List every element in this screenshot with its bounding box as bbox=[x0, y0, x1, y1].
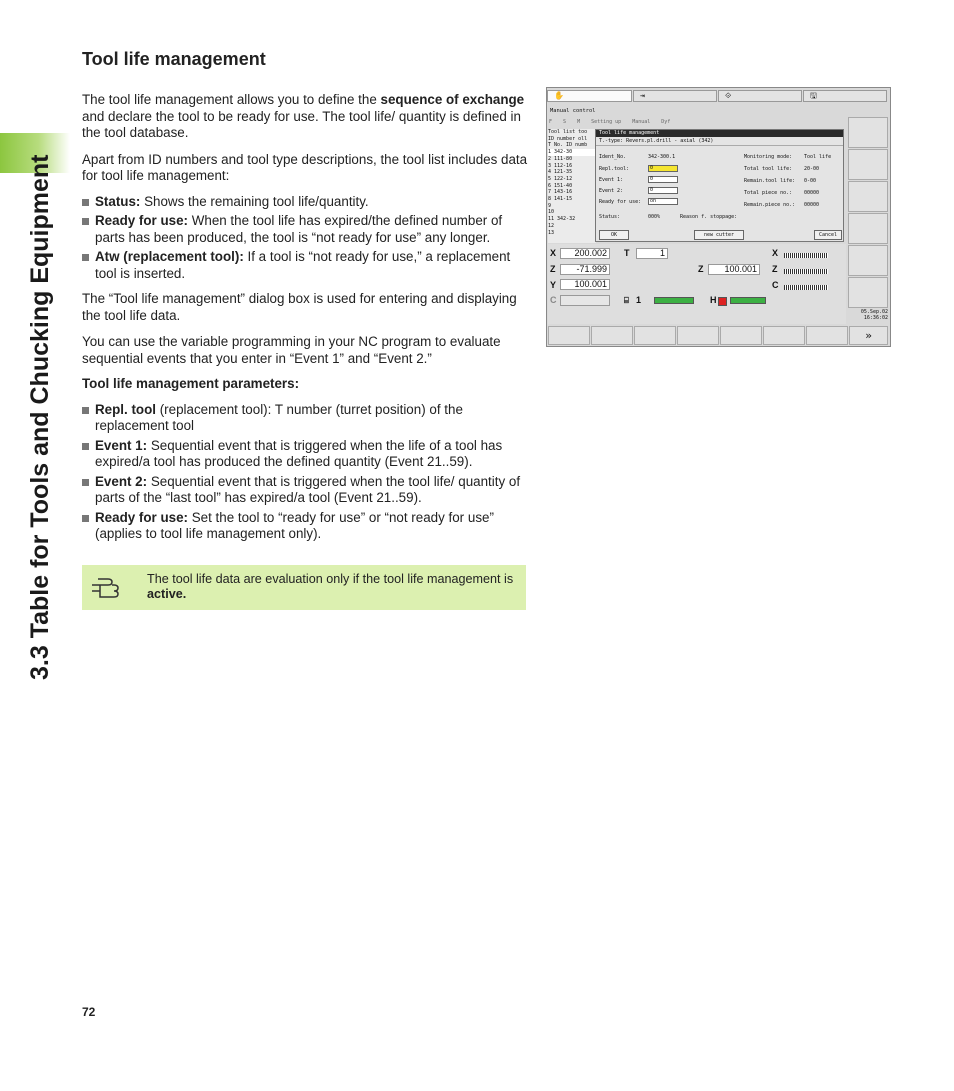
status-label: Status: bbox=[599, 214, 621, 220]
table-row[interactable]: 4 121-35 bbox=[548, 169, 573, 176]
softkey-bottom-5[interactable] bbox=[720, 326, 762, 345]
softkey-right-2[interactable] bbox=[848, 149, 888, 180]
note-box bbox=[82, 565, 526, 610]
table-row[interactable]: 7 143-16 bbox=[548, 189, 573, 196]
event1-label: Event 1: bbox=[599, 177, 624, 183]
softkey-bottom-7[interactable] bbox=[806, 326, 848, 345]
repl-tool-field[interactable]: 0 bbox=[648, 165, 678, 172]
disk-icon: 🖫 bbox=[810, 91, 817, 100]
remain-piece-label: Remain.piece no.: bbox=[744, 202, 796, 208]
list-item: Atw (replacement tool): If a tool is “not ready for use,” a replacement tool is inserted. bbox=[82, 249, 528, 282]
tool-life-data-list bbox=[82, 194, 528, 283]
hand-icon: ✋ bbox=[554, 91, 564, 100]
load-gauge-x bbox=[784, 253, 828, 258]
tool-list-paragraph: Apart from ID numbers and tool type descriptions, the tool list includes data for tool life management: bbox=[82, 151, 528, 183]
axis-x-value: 200.002 bbox=[560, 248, 610, 259]
list-item: Event 2: Sequential event that is triggered when the tool life/ quantity of parts of the “last tool” has expired/a tool (Event 21..59). bbox=[82, 474, 528, 507]
simulation-icon: ⟐ bbox=[725, 91, 732, 100]
tab-bar bbox=[547, 88, 890, 102]
next-softkeys-button[interactable] bbox=[849, 326, 888, 345]
table-row[interactable]: 5 122-12 bbox=[548, 175, 573, 182]
new-cutter-button[interactable]: new cutter bbox=[694, 230, 744, 240]
total-piece-label: Total piece no.: bbox=[744, 190, 793, 196]
parameters-subheading: Tool life management parameters: bbox=[82, 376, 300, 391]
chapter-side-title: 3.3 Table for Tools and Chucking Equipment bbox=[26, 154, 54, 680]
event2-label: Event 2: bbox=[599, 188, 624, 194]
table-row[interactable]: 2 111-80 bbox=[548, 155, 573, 162]
softkey-bottom-4[interactable] bbox=[677, 326, 719, 345]
intro-paragraph: The tool life management allows you to define the sequence of exchange and declare the tool to be ready for use. The tool life/ quantity is defined in the tool database. bbox=[82, 92, 525, 140]
main-content bbox=[82, 48, 528, 552]
monitor-label: Monitoring mode: bbox=[744, 154, 793, 160]
tool-life-dialog bbox=[595, 129, 844, 242]
page-number: 72 bbox=[82, 1005, 96, 1019]
list-item: Event 1: Sequential event that is triggered when the life of a tool has expired/a tool has produced the defined quantity (Event 21..59). bbox=[82, 438, 528, 471]
softkey-right-6[interactable] bbox=[848, 277, 888, 308]
axis-xn-label: X bbox=[772, 248, 779, 258]
total-life-value: 20-00 bbox=[804, 166, 820, 172]
mode-strip: F S M Setting up Manual Dyf bbox=[549, 119, 671, 125]
softkey-right-4[interactable] bbox=[848, 213, 888, 244]
tab-machine[interactable] bbox=[547, 90, 632, 102]
dialog-title: Tool life management bbox=[596, 130, 843, 137]
date-time-stamp: 05.Sep.02 16:36:02 bbox=[860, 309, 888, 321]
cancel-button[interactable]: Cancel bbox=[814, 230, 842, 240]
axis-z-value: -71.999 bbox=[560, 264, 610, 275]
note-text: The tool life data are evaluation only if the tool life management is active. bbox=[147, 572, 514, 601]
monitor-value: Tool life bbox=[804, 154, 832, 160]
table-row[interactable]: 10 bbox=[548, 209, 555, 216]
axis-z2-value: 100.001 bbox=[708, 264, 760, 275]
position-display bbox=[548, 244, 846, 324]
table-row[interactable]: 11 342-32 bbox=[548, 216, 576, 223]
softkey-bottom-2[interactable] bbox=[591, 326, 633, 345]
tab-simulation[interactable] bbox=[718, 90, 802, 102]
axis-z2-label: Z bbox=[698, 264, 704, 274]
table-row[interactable]: 13 bbox=[548, 229, 555, 236]
load-gauge-z bbox=[784, 269, 828, 274]
table-row[interactable]: 12 bbox=[548, 222, 555, 229]
tool-list-pane: Tool list too ID number oll T No. ID numb 1 342-30 2 111-80 3 112-16 4 121-35 5 122-12 6 151-40 7 143-16 8 141-15 9 10 11 342-32 12 13 bbox=[548, 129, 596, 243]
remain-life-value: 0-00 bbox=[804, 178, 817, 184]
tab-program-run[interactable] bbox=[633, 90, 717, 102]
section-heading: Tool life management bbox=[82, 49, 266, 69]
ident-label: Ident_No. bbox=[599, 154, 627, 160]
table-row[interactable]: 6 151-40 bbox=[548, 182, 573, 189]
dialog-paragraph: The “Tool life management” dialog box is used for entering and displaying the tool life data. bbox=[82, 291, 517, 323]
softkey-bottom-3[interactable] bbox=[634, 326, 676, 345]
axis-y-label: Y bbox=[550, 280, 557, 290]
axis-c-value bbox=[560, 295, 610, 306]
parameters-list bbox=[82, 402, 528, 543]
list-item: Repl. tool (replacement tool): T number (turret position) of the replacement tool bbox=[82, 402, 528, 435]
event2-field[interactable]: 0 bbox=[648, 187, 678, 194]
reason-label: Reason f. stoppage: bbox=[680, 214, 738, 220]
dialog-subtitle: T.-type: Revers.pl.drill - axial (342) bbox=[596, 137, 843, 146]
spindle-load-bar bbox=[654, 297, 694, 304]
turret-value: 1 bbox=[636, 295, 642, 305]
total-piece-value: 00000 bbox=[804, 190, 820, 196]
table-row[interactable]: 9 bbox=[548, 202, 552, 209]
remain-life-label: Remain.tool life: bbox=[744, 178, 796, 184]
control-screenshot bbox=[546, 87, 891, 347]
event1-field[interactable]: 0 bbox=[648, 176, 678, 183]
double-chevron-right-icon: » bbox=[865, 329, 872, 342]
axis-c-label: C bbox=[550, 295, 557, 305]
softkey-right-5[interactable] bbox=[848, 245, 888, 276]
list-item: Ready for use: When the tool life has expired/the defined number of parts has been produced, the tool is “not ready for use” any longer. bbox=[82, 213, 528, 246]
table-row[interactable]: 8 141-15 bbox=[548, 196, 573, 203]
softkey-bottom-1[interactable] bbox=[548, 326, 590, 345]
softkey-bottom-6[interactable] bbox=[763, 326, 805, 345]
total-life-label: Total tool life: bbox=[744, 166, 793, 172]
softkey-right-1[interactable] bbox=[848, 117, 888, 148]
tab-organization[interactable] bbox=[803, 90, 887, 102]
tool-t-value: 1 bbox=[636, 248, 668, 259]
stop-indicator-icon bbox=[718, 297, 727, 306]
turret-icon: ⌸ bbox=[624, 296, 629, 305]
repl-tool-label: Repl.tool: bbox=[599, 166, 630, 172]
ok-button[interactable]: OK bbox=[599, 230, 629, 240]
list-item: Ready for use: Set the tool to “ready for use” or “not ready for use” (applies to tool life management only). bbox=[82, 510, 528, 543]
load-gauge-c bbox=[784, 285, 828, 290]
ident-value: 342-300.1 bbox=[648, 154, 676, 160]
axis-y-value: 100.001 bbox=[560, 279, 610, 290]
axis-zn-label: Z bbox=[772, 264, 778, 274]
axis-x-label: X bbox=[550, 248, 557, 258]
table-row[interactable]: 1 342-30 bbox=[548, 149, 596, 156]
tool-t-label: T bbox=[624, 248, 630, 258]
mode-label: Manual control bbox=[550, 108, 596, 114]
program-run-icon: ⇥ bbox=[640, 91, 645, 100]
axis-h-label: H bbox=[710, 295, 717, 305]
table-row[interactable]: 3 112-16 bbox=[548, 162, 573, 169]
feed-load-bar bbox=[730, 297, 766, 304]
axis-cn-label: C bbox=[772, 280, 779, 290]
list-item: Status: Shows the remaining tool life/quantity. bbox=[82, 194, 528, 211]
variable-programming-paragraph: You can use the variable programming in your NC program to evaluate sequential events that you enter in “Event 1” and “Event 2.” bbox=[82, 334, 501, 366]
ready-label: Ready for use: bbox=[599, 199, 642, 205]
remain-piece-value: 00000 bbox=[804, 202, 820, 208]
ready-field[interactable]: on bbox=[648, 198, 678, 205]
pointing-hand-icon bbox=[90, 573, 126, 601]
status-value: 000% bbox=[648, 214, 661, 220]
axis-z-label: Z bbox=[550, 264, 556, 274]
softkey-right-3[interactable] bbox=[848, 181, 888, 212]
